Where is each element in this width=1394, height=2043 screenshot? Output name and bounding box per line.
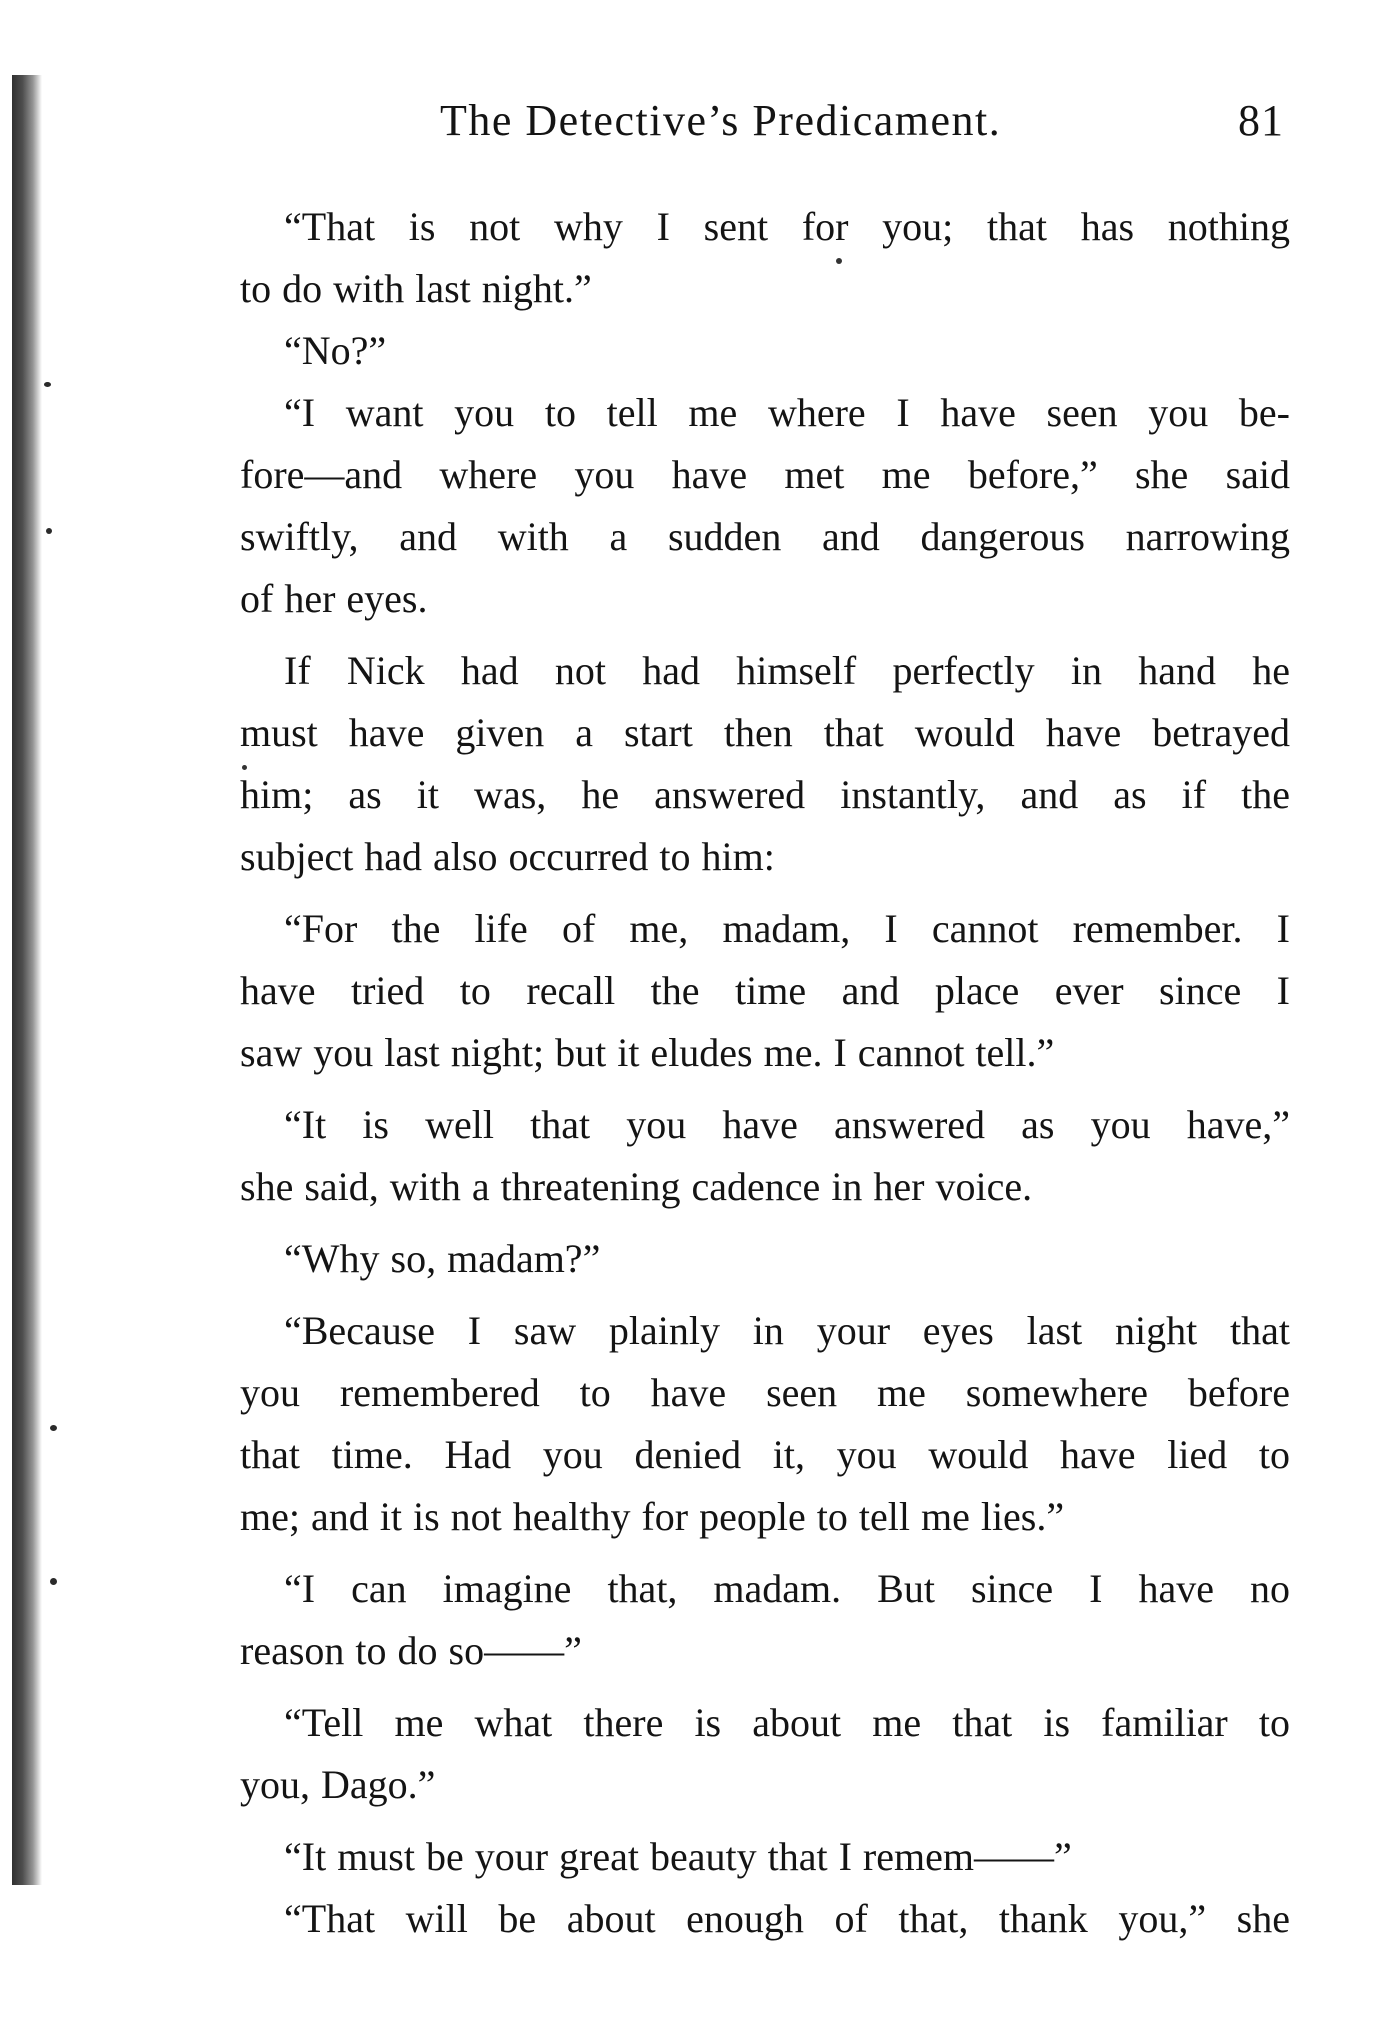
text-line: “It is well that you have answered as you have,” <box>284 1102 1290 1147</box>
text-line: “That is not why I sent for you; that has nothing <box>284 204 1290 249</box>
text-line: have tried to recall the time and place ever since I <box>240 968 1290 1013</box>
text-line: that time. Had you denied it, you would have lied to <box>240 1432 1290 1477</box>
binding-speck <box>44 382 51 387</box>
text-line: him; as it was, he answered instantly, and as if the <box>240 772 1290 817</box>
binding-speck <box>50 1578 57 1585</box>
page-number: 81 <box>1238 96 1284 145</box>
text-line: “Because I saw plainly in your eyes last night that <box>284 1308 1290 1353</box>
book-binding-edge <box>12 75 42 1885</box>
binding-speck <box>50 1425 57 1431</box>
page-header <box>0 95 1394 155</box>
print-speck <box>242 765 247 770</box>
text-line: to do with last night.” <box>240 266 592 311</box>
text-line: “I can imagine that, madam. But since I have no <box>284 1566 1290 1611</box>
text-line: “For the life of me, madam, I cannot remember. I <box>284 906 1290 951</box>
text-line: swiftly, and with a sudden and dangerous narrowing <box>240 514 1290 559</box>
text-line: she said, with a threatening cadence in her voice. <box>240 1164 1033 1209</box>
text-line: reason to do so——” <box>240 1628 582 1673</box>
text-line: “It must be your great beauty that I remem——” <box>284 1834 1072 1879</box>
running-title: The Detective’s Predicament. <box>440 96 1002 145</box>
text-line: you remembered to have seen me somewhere before <box>240 1370 1290 1415</box>
text-line: If Nick had not had himself perfectly in hand he <box>284 648 1290 693</box>
body-text <box>240 196 1290 1950</box>
text-line: subject had also occurred to him: <box>240 834 775 879</box>
text-line: “I want you to tell me where I have seen you be- <box>284 390 1290 435</box>
binding-speck <box>46 528 52 534</box>
text-line: saw you last night; but it eludes me. I cannot tell.” <box>240 1030 1055 1075</box>
text-line: “Tell me what there is about me that is familiar to <box>284 1700 1290 1745</box>
text-line: “Why so, madam?” <box>284 1236 601 1281</box>
text-line: fore—and where you have met me before,” she said <box>240 452 1290 497</box>
print-speck <box>836 258 842 264</box>
text-line: you, Dago.” <box>240 1762 436 1807</box>
text-line: “No?” <box>284 328 387 373</box>
text-line: of her eyes. <box>240 576 428 621</box>
text-line: must have given a start then that would have betrayed <box>240 710 1290 755</box>
text-line: me; and it is not healthy for people to tell me lies.” <box>240 1494 1065 1539</box>
text-line: “That will be about enough of that, thank you,” she <box>284 1896 1290 1941</box>
